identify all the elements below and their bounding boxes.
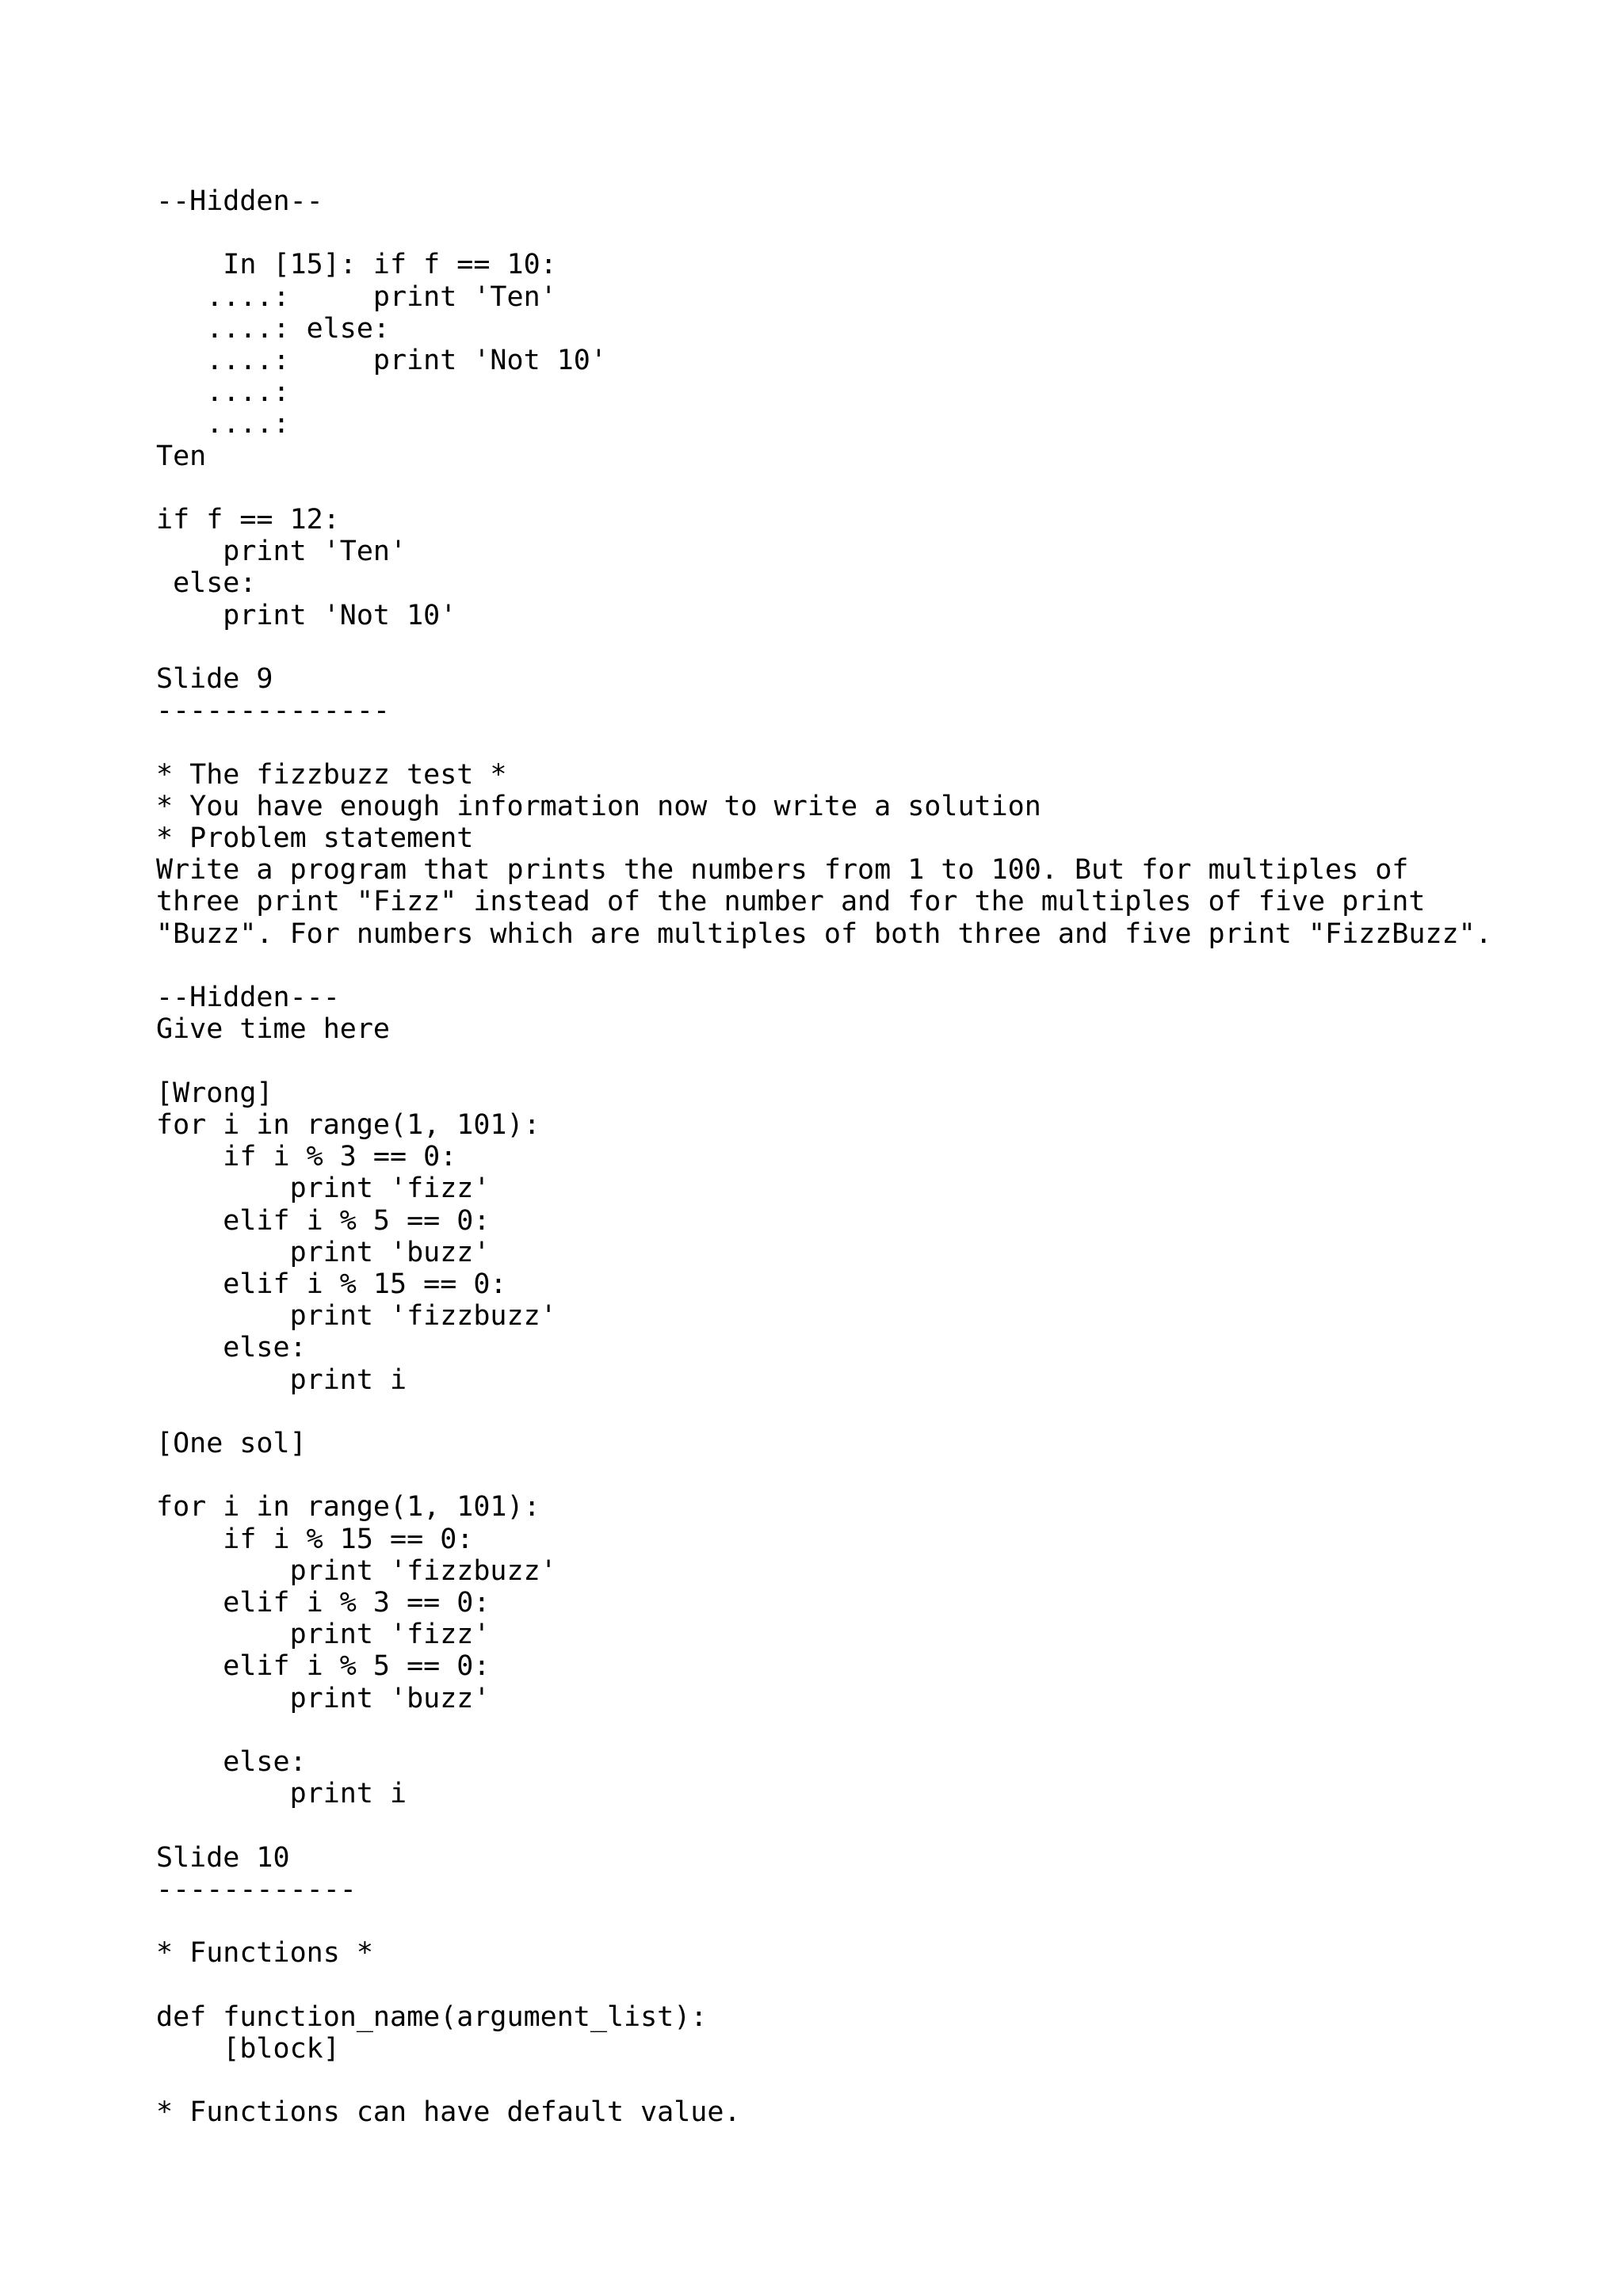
- text-line: if i % 15 == 0:: [156, 1523, 474, 1555]
- text-line: * Functions *: [156, 1937, 373, 1970]
- text-line: elif i % 5 == 0:: [156, 1650, 491, 1683]
- text-line: Ten: [156, 440, 207, 472]
- text-line: Slide 10: [156, 1841, 290, 1874]
- text-line: else:: [156, 567, 257, 600]
- text-line: [One sol]: [156, 1427, 307, 1459]
- text-line: ....:: [156, 376, 290, 409]
- text-line: print 'Not 10': [156, 599, 457, 631]
- text-line: * The fizzbuzz test *: [156, 758, 507, 791]
- text-line: * Functions can have default value.: [156, 2096, 741, 2129]
- text-line: print 'buzz': [156, 1236, 491, 1268]
- text-line: print 'fizzbuzz': [156, 1554, 557, 1587]
- text-line: elif i % 3 == 0:: [156, 1586, 491, 1619]
- text-line: print 'fizz': [156, 1619, 491, 1651]
- text-line: print i: [156, 1778, 407, 1810]
- text-line: "Buzz". For numbers which are multiples of both three and five print "FizzBuzz".: [156, 917, 1492, 950]
- text-line: ------------: [156, 1873, 357, 1905]
- text-line: else:: [156, 1745, 307, 1778]
- text-line: for i in range(1, 101):: [156, 1108, 540, 1141]
- text-line: for i in range(1, 101):: [156, 1491, 540, 1524]
- text-line: Write a program that prints the numbers from 1 to 100. But for multiples of: [156, 854, 1409, 887]
- text-line: print 'fizzbuzz': [156, 1300, 557, 1333]
- text-line: print i: [156, 1363, 407, 1396]
- text-line: --Hidden--: [156, 185, 323, 217]
- text-line: --------------: [156, 695, 391, 727]
- text-line: else:: [156, 1332, 307, 1364]
- text-line: ....: print 'Not 10': [156, 345, 607, 377]
- text-line: [block]: [156, 2032, 340, 2065]
- text-line: three print "Fizz" instead of the number and for the multiples of five print: [156, 886, 1426, 918]
- text-line: if i % 3 == 0:: [156, 1141, 457, 1173]
- text-line: print 'buzz': [156, 1682, 491, 1714]
- text-line: print 'Ten': [156, 536, 407, 568]
- text-line: print 'fizz': [156, 1173, 491, 1205]
- text-line: ....: print 'Ten': [156, 280, 557, 313]
- text-line: In [15]: if f == 10:: [156, 249, 557, 281]
- text-line: --Hidden---: [156, 982, 340, 1014]
- text-line: * Problem statement: [156, 822, 474, 855]
- text-line: def function_name(argument_list):: [156, 2000, 708, 2033]
- document-text: [156, 185, 1492, 2128]
- text-line: * You have enough information now to write a solution: [156, 790, 1041, 822]
- text-line: elif i % 15 == 0:: [156, 1268, 507, 1300]
- text-line: ....:: [156, 408, 290, 441]
- text-line: Slide 9: [156, 663, 273, 696]
- text-line: if f == 12:: [156, 504, 340, 536]
- text-line: ....: else:: [156, 312, 391, 345]
- text-line: [Wrong]: [156, 1077, 273, 1109]
- text-line: Give time here: [156, 1013, 391, 1046]
- text-line: elif i % 5 == 0:: [156, 1204, 491, 1237]
